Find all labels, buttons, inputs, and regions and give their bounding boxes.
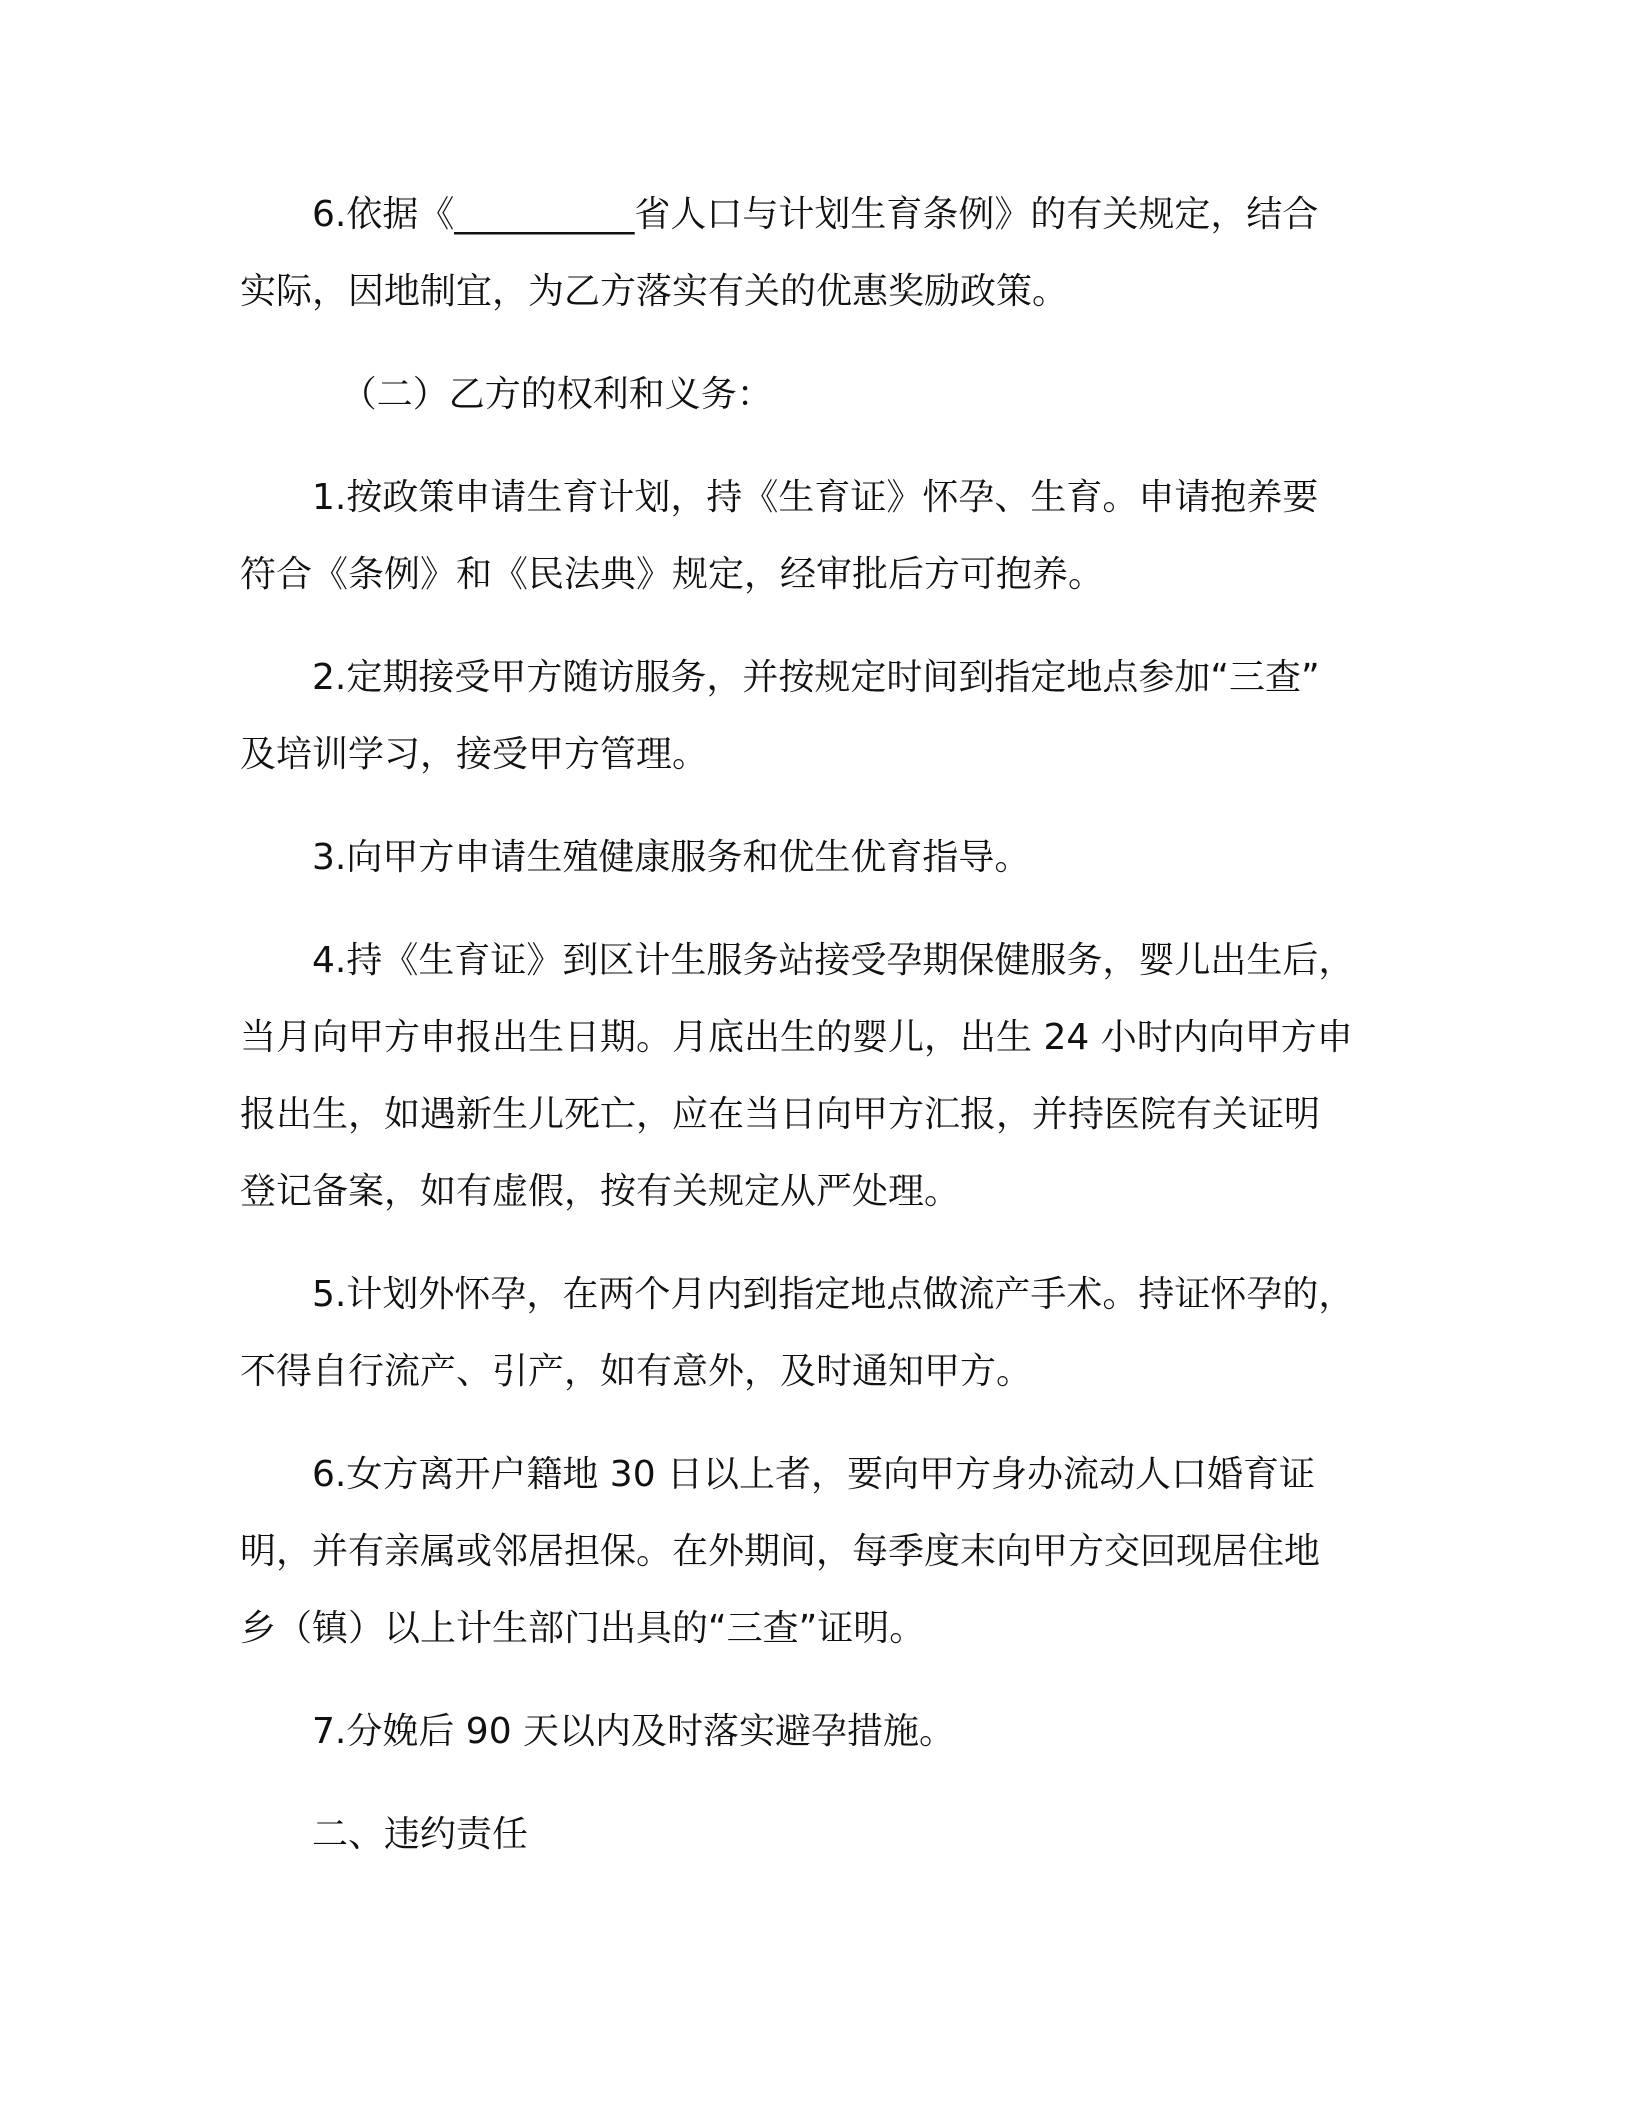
- text-line: 及培训学习，接受甲方管理。: [240, 734, 709, 775]
- section-heading-breach-liability: 二、违约责任: [312, 1814, 529, 1855]
- item-3-reproductive-health: [240, 819, 1400, 896]
- paragraph-6-incentive-policy: [240, 176, 1400, 330]
- item-5-unplanned-pregnancy: [240, 1256, 1400, 1410]
- text-line: 7.分娩后 90 天以内及时落实避孕措施。: [312, 1711, 956, 1752]
- text-line: 2.定期接受甲方随访服务，并按规定时间到指定地点参加“三查”: [312, 657, 1320, 698]
- section-heading-party-b-rights: （二）乙方的权利和义务：: [340, 374, 773, 415]
- text-line: 4.持《生育证》到区计生服务站接受孕期保健服务，婴儿出生后，: [312, 940, 1355, 981]
- text-line: 6.女方离开户籍地 30 日以上者，要向甲方身办流动人口婚育证: [312, 1454, 1316, 1495]
- text-line: 1.按政策申请生育计划，持《生育证》怀孕、生育。申请抱养要: [312, 477, 1319, 518]
- text-line: 报出生，如遇新生儿死亡，应在当日向甲方汇报，并持医院有关证明: [240, 1094, 1321, 1135]
- item-1-apply-birth-plan: [240, 459, 1400, 613]
- text-line: 不得自行流产、引产，如有意外，及时通知甲方。: [240, 1351, 1033, 1392]
- item-7-contraception: [240, 1693, 1400, 1770]
- text-line: 实际，因地制宜，为乙方落实有关的优惠奖励政策。: [240, 271, 1069, 312]
- text-line: 3.向甲方申请生殖健康服务和优生优育指导。: [312, 837, 1031, 878]
- text-line: 明，并有亲属或邻居担保。在外期间，每季度末向甲方交回现居住地: [240, 1531, 1321, 1572]
- text-line: 当月向甲方申报出生日期。月底出生的婴儿，出生 24 小时内向甲方申: [240, 1017, 1353, 1058]
- document-body: [240, 176, 1400, 1899]
- text-line: 乡（镇）以上计生部门出具的“三查”证明。: [240, 1608, 926, 1649]
- text-line: 登记备案，如有虚假，按有关规定从严处理。: [240, 1171, 961, 1212]
- item-2-follow-up-service: [240, 639, 1400, 793]
- text-line: 5.计划外怀孕，在两个月内到指定地点做流产手术。持证怀孕的，: [312, 1274, 1355, 1315]
- item-6-floating-population: [240, 1436, 1400, 1667]
- text-line: 6.依据《__________省人口与计划生育条例》的有关规定，结合: [312, 194, 1319, 235]
- text-line: 符合《条例》和《民法典》规定，经审批后方可抱养。: [240, 554, 1105, 595]
- item-4-prenatal-care: [240, 922, 1400, 1230]
